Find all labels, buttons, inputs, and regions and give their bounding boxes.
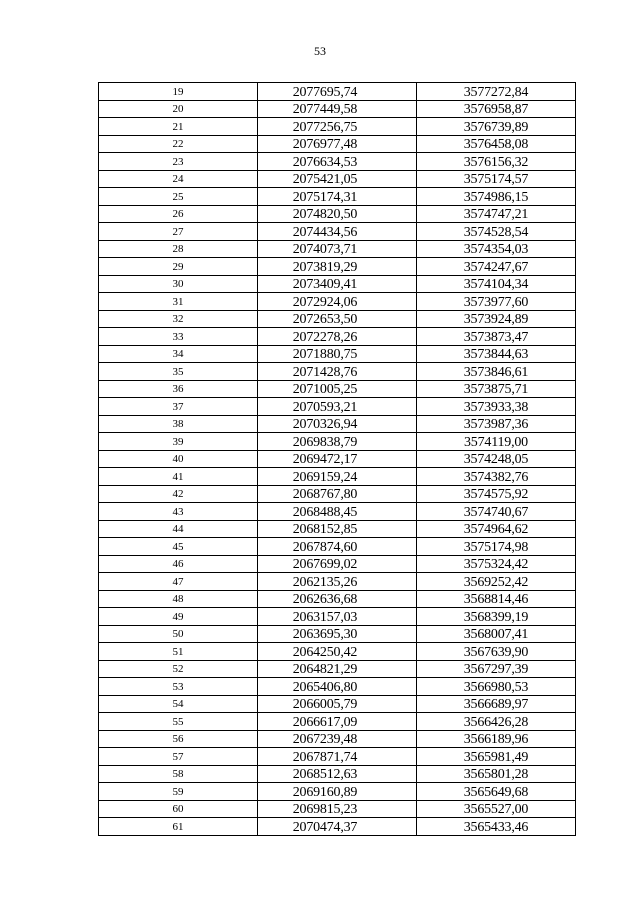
x-coordinate-value: 2077256,75 <box>292 119 358 135</box>
x-coordinate-cell <box>258 398 417 416</box>
y-coordinate-cell <box>417 590 576 608</box>
x-coordinate-cell <box>258 538 417 556</box>
x-coordinate-value: 2069159,24 <box>292 469 358 485</box>
x-coordinate-value: 2069838,79 <box>292 434 358 450</box>
y-coordinate-value: 3566689,97 <box>463 697 529 712</box>
y-coordinate-value: 3576156,32 <box>463 154 529 170</box>
x-coordinate-value: 2075174,31 <box>292 189 358 205</box>
point-number-cell: 49 <box>99 608 258 626</box>
y-coordinate-value: 3574964,62 <box>463 522 529 537</box>
x-coordinate-cell <box>258 328 417 346</box>
x-coordinate-cell <box>258 695 417 713</box>
table-row <box>99 555 576 573</box>
coordinates-table-body <box>99 83 576 836</box>
table-row <box>99 538 576 556</box>
x-coordinate-value: 2070474,37 <box>292 819 358 835</box>
point-number-cell: 29 <box>99 258 258 276</box>
table-row <box>99 205 576 223</box>
point-number-cell: 40 <box>99 450 258 468</box>
table-row <box>99 223 576 241</box>
point-number-cell: 28 <box>99 240 258 258</box>
x-coordinate-cell <box>258 258 417 276</box>
table-row <box>99 730 576 748</box>
y-coordinate-cell <box>417 170 576 188</box>
x-coordinate-cell <box>258 240 417 258</box>
y-coordinate-value: 3569252,42 <box>463 574 529 590</box>
x-coordinate-value: 2071880,75 <box>292 347 358 362</box>
point-number-cell: 60 <box>99 800 258 818</box>
table-row <box>99 660 576 678</box>
x-coordinate-cell <box>258 608 417 626</box>
point-number-cell: 46 <box>99 555 258 573</box>
x-coordinate-cell <box>258 223 417 241</box>
table-row <box>99 800 576 818</box>
y-coordinate-value: 3573924,89 <box>463 312 529 327</box>
table-row <box>99 153 576 171</box>
x-coordinate-value: 2076634,53 <box>292 154 358 170</box>
table-row <box>99 398 576 416</box>
point-number-cell: 30 <box>99 275 258 293</box>
y-coordinate-value: 3568814,46 <box>463 592 529 607</box>
y-coordinate-cell <box>417 83 576 101</box>
x-coordinate-value: 2067239,48 <box>292 732 358 747</box>
table-row <box>99 625 576 643</box>
point-number-cell: 25 <box>99 188 258 206</box>
x-coordinate-cell <box>258 783 417 801</box>
y-coordinate-cell <box>417 748 576 766</box>
table-row <box>99 485 576 503</box>
x-coordinate-cell <box>258 83 417 101</box>
point-number-cell: 56 <box>99 730 258 748</box>
x-coordinate-value: 2072924,06 <box>292 294 358 310</box>
table-row <box>99 520 576 538</box>
y-coordinate-cell <box>417 223 576 241</box>
y-coordinate-value: 3574986,15 <box>463 189 529 205</box>
table-row <box>99 450 576 468</box>
x-coordinate-cell <box>258 170 417 188</box>
y-coordinate-cell <box>417 118 576 136</box>
table-row <box>99 643 576 661</box>
x-coordinate-value: 2075421,05 <box>292 172 358 187</box>
table-row <box>99 240 576 258</box>
coordinates-table <box>98 82 576 836</box>
table-row <box>99 608 576 626</box>
y-coordinate-value: 3575174,57 <box>463 172 529 187</box>
point-number-cell: 42 <box>99 485 258 503</box>
point-number-cell: 55 <box>99 713 258 731</box>
x-coordinate-cell <box>258 748 417 766</box>
y-coordinate-value: 3573933,38 <box>463 399 529 415</box>
y-coordinate-value: 3565981,49 <box>463 749 529 765</box>
point-number-cell: 26 <box>99 205 258 223</box>
x-coordinate-cell <box>258 363 417 381</box>
y-coordinate-value: 3565527,00 <box>463 802 529 817</box>
x-coordinate-cell <box>258 450 417 468</box>
x-coordinate-value: 2077449,58 <box>292 102 358 117</box>
table-row <box>99 415 576 433</box>
x-coordinate-cell <box>258 643 417 661</box>
x-coordinate-cell <box>258 625 417 643</box>
point-number-cell: 20 <box>99 100 258 118</box>
table-row <box>99 83 576 101</box>
table-row <box>99 573 576 591</box>
y-coordinate-cell <box>417 275 576 293</box>
y-coordinate-value: 3576458,08 <box>463 137 529 152</box>
y-coordinate-value: 3566980,53 <box>463 679 529 695</box>
table-row <box>99 135 576 153</box>
point-number-cell: 54 <box>99 695 258 713</box>
y-coordinate-cell <box>417 538 576 556</box>
x-coordinate-value: 2063157,03 <box>292 609 358 625</box>
point-number-cell: 19 <box>99 83 258 101</box>
x-coordinate-value: 2065406,80 <box>292 679 358 695</box>
point-number-cell: 57 <box>99 748 258 766</box>
point-number-cell: 61 <box>99 818 258 836</box>
x-coordinate-cell <box>258 415 417 433</box>
point-number-cell: 27 <box>99 223 258 241</box>
table-row <box>99 380 576 398</box>
table-row <box>99 503 576 521</box>
table-row <box>99 100 576 118</box>
page-number: 53 <box>314 44 326 58</box>
table-row <box>99 258 576 276</box>
point-number-cell: 44 <box>99 520 258 538</box>
x-coordinate-cell <box>258 188 417 206</box>
x-coordinate-value: 2066005,79 <box>292 697 358 712</box>
y-coordinate-cell <box>417 678 576 696</box>
y-coordinate-cell <box>417 398 576 416</box>
point-number-cell: 23 <box>99 153 258 171</box>
y-coordinate-cell <box>417 765 576 783</box>
x-coordinate-value: 2062636,68 <box>292 592 358 607</box>
table-row <box>99 293 576 311</box>
x-coordinate-cell <box>258 800 417 818</box>
y-coordinate-value: 3573846,61 <box>463 364 529 380</box>
y-coordinate-cell <box>417 713 576 731</box>
y-coordinate-value: 3567639,90 <box>463 644 529 660</box>
table-row <box>99 695 576 713</box>
y-coordinate-cell <box>417 363 576 381</box>
x-coordinate-value: 2070593,21 <box>292 399 358 415</box>
x-coordinate-cell <box>258 468 417 486</box>
point-number-cell: 50 <box>99 625 258 643</box>
x-coordinate-cell <box>258 205 417 223</box>
point-number-cell: 59 <box>99 783 258 801</box>
table-row <box>99 188 576 206</box>
point-number-cell: 38 <box>99 415 258 433</box>
x-coordinate-value: 2077695,74 <box>292 84 358 100</box>
table-row <box>99 468 576 486</box>
y-coordinate-value: 3574575,92 <box>463 487 529 502</box>
point-number-cell: 34 <box>99 345 258 363</box>
y-coordinate-cell <box>417 660 576 678</box>
x-coordinate-value: 2068152,85 <box>292 522 358 537</box>
y-coordinate-cell <box>417 643 576 661</box>
y-coordinate-value: 3576958,87 <box>463 102 529 117</box>
y-coordinate-cell <box>417 100 576 118</box>
y-coordinate-value: 3573873,47 <box>463 329 529 345</box>
table-row <box>99 590 576 608</box>
y-coordinate-value: 3574247,67 <box>463 259 529 275</box>
y-coordinate-value: 3577272,84 <box>463 84 529 100</box>
x-coordinate-value: 2071005,25 <box>292 382 358 397</box>
table-row <box>99 275 576 293</box>
x-coordinate-cell <box>258 765 417 783</box>
y-coordinate-value: 3574382,76 <box>463 469 529 485</box>
x-coordinate-cell <box>258 678 417 696</box>
x-coordinate-cell <box>258 345 417 363</box>
y-coordinate-value: 3574104,34 <box>463 277 529 292</box>
x-coordinate-cell <box>258 275 417 293</box>
x-coordinate-cell <box>258 293 417 311</box>
y-coordinate-value: 3575174,98 <box>463 539 529 555</box>
point-number-cell: 41 <box>99 468 258 486</box>
x-coordinate-cell <box>258 520 417 538</box>
y-coordinate-value: 3574119,00 <box>464 434 528 450</box>
x-coordinate-cell <box>258 153 417 171</box>
point-number-cell: 48 <box>99 590 258 608</box>
table-row <box>99 345 576 363</box>
point-number-cell: 43 <box>99 503 258 521</box>
x-coordinate-cell <box>258 818 417 836</box>
point-number-cell: 47 <box>99 573 258 591</box>
point-number-cell: 33 <box>99 328 258 346</box>
x-coordinate-value: 2067871,74 <box>292 749 358 765</box>
x-coordinate-value: 2068512,63 <box>292 767 358 782</box>
y-coordinate-cell <box>417 188 576 206</box>
table-row <box>99 363 576 381</box>
point-number-cell: 51 <box>99 643 258 661</box>
y-coordinate-cell <box>417 573 576 591</box>
table-row <box>99 713 576 731</box>
y-coordinate-value: 3574354,03 <box>463 242 529 257</box>
x-coordinate-cell <box>258 433 417 451</box>
point-number-cell: 22 <box>99 135 258 153</box>
y-coordinate-cell <box>417 695 576 713</box>
y-coordinate-cell <box>417 783 576 801</box>
y-coordinate-value: 3576739,89 <box>463 119 529 135</box>
y-coordinate-value: 3575324,42 <box>463 557 529 572</box>
y-coordinate-cell <box>417 135 576 153</box>
table-row <box>99 783 576 801</box>
x-coordinate-cell <box>258 100 417 118</box>
point-number-cell: 36 <box>99 380 258 398</box>
y-coordinate-value: 3573875,71 <box>463 382 529 397</box>
point-number-cell: 24 <box>99 170 258 188</box>
x-coordinate-value: 2067699,02 <box>292 557 358 572</box>
point-number-cell: 31 <box>99 293 258 311</box>
table-row <box>99 118 576 136</box>
y-coordinate-cell <box>417 608 576 626</box>
x-coordinate-value: 2071428,76 <box>292 364 358 380</box>
x-coordinate-cell <box>258 555 417 573</box>
y-coordinate-cell <box>417 485 576 503</box>
table-row <box>99 170 576 188</box>
y-coordinate-cell <box>417 205 576 223</box>
y-coordinate-value: 3566189,96 <box>463 732 529 747</box>
y-coordinate-cell <box>417 328 576 346</box>
x-coordinate-cell <box>258 380 417 398</box>
point-number-cell: 21 <box>99 118 258 136</box>
x-coordinate-value: 2074434,56 <box>292 224 358 240</box>
x-coordinate-cell <box>258 573 417 591</box>
table-row <box>99 310 576 328</box>
y-coordinate-value: 3573977,60 <box>463 294 529 310</box>
table-row <box>99 433 576 451</box>
table-row <box>99 678 576 696</box>
x-coordinate-cell <box>258 660 417 678</box>
x-coordinate-value: 2069815,23 <box>292 802 358 817</box>
point-number-cell: 32 <box>99 310 258 328</box>
x-coordinate-value: 2074073,71 <box>292 242 358 257</box>
y-coordinate-cell <box>417 730 576 748</box>
y-coordinate-cell <box>417 310 576 328</box>
x-coordinate-value: 2073409,41 <box>292 277 358 292</box>
x-coordinate-value: 2076977,48 <box>292 137 358 152</box>
y-coordinate-value: 3573844,63 <box>463 347 529 362</box>
table-row <box>99 748 576 766</box>
x-coordinate-value: 2064250,42 <box>292 644 358 660</box>
y-coordinate-cell <box>417 625 576 643</box>
y-coordinate-cell <box>417 433 576 451</box>
point-number-cell: 39 <box>99 433 258 451</box>
x-coordinate-cell <box>258 310 417 328</box>
y-coordinate-value: 3567297,39 <box>463 662 529 677</box>
y-coordinate-cell <box>417 153 576 171</box>
y-coordinate-value: 3573987,36 <box>463 417 529 432</box>
y-coordinate-value: 3568007,41 <box>463 627 529 642</box>
x-coordinate-cell <box>258 118 417 136</box>
y-coordinate-value: 3565649,68 <box>463 784 529 800</box>
x-coordinate-value: 2068767,80 <box>292 487 358 502</box>
x-coordinate-cell <box>258 730 417 748</box>
point-number-cell: 58 <box>99 765 258 783</box>
y-coordinate-value: 3574528,54 <box>463 224 529 240</box>
x-coordinate-value: 2073819,29 <box>292 259 358 275</box>
x-coordinate-value: 2066617,09 <box>292 714 358 730</box>
x-coordinate-value: 2069472,17 <box>292 452 358 467</box>
table-row <box>99 765 576 783</box>
x-coordinate-cell <box>258 590 417 608</box>
x-coordinate-value: 2070326,94 <box>292 417 358 432</box>
x-coordinate-value: 2069160,89 <box>292 784 358 800</box>
y-coordinate-value: 3574740,67 <box>463 504 529 520</box>
y-coordinate-value: 3574747,21 <box>463 207 529 222</box>
x-coordinate-value: 2072653,50 <box>292 312 358 327</box>
y-coordinate-cell <box>417 240 576 258</box>
point-number-cell: 52 <box>99 660 258 678</box>
x-coordinate-value: 2074820,50 <box>292 207 358 222</box>
y-coordinate-cell <box>417 800 576 818</box>
y-coordinate-value: 3565433,46 <box>463 819 529 835</box>
y-coordinate-cell <box>417 345 576 363</box>
y-coordinate-cell <box>417 415 576 433</box>
point-number-cell: 35 <box>99 363 258 381</box>
x-coordinate-cell <box>258 713 417 731</box>
point-number-cell: 53 <box>99 678 258 696</box>
point-number-cell: 45 <box>99 538 258 556</box>
y-coordinate-cell <box>417 468 576 486</box>
x-coordinate-value: 2062135,26 <box>292 574 358 590</box>
y-coordinate-cell <box>417 503 576 521</box>
x-coordinate-cell <box>258 503 417 521</box>
y-coordinate-cell <box>417 555 576 573</box>
y-coordinate-cell <box>417 380 576 398</box>
y-coordinate-value: 3574248,05 <box>463 452 529 467</box>
x-coordinate-value: 2067874,60 <box>292 539 358 555</box>
y-coordinate-cell <box>417 293 576 311</box>
table-row <box>99 818 576 836</box>
x-coordinate-value: 2064821,29 <box>292 662 358 677</box>
x-coordinate-value: 2068488,45 <box>292 504 358 520</box>
y-coordinate-value: 3568399,19 <box>463 609 529 625</box>
x-coordinate-cell <box>258 485 417 503</box>
x-coordinate-value: 2063695,30 <box>292 627 358 642</box>
y-coordinate-value: 3566426,28 <box>463 714 529 730</box>
table-row <box>99 328 576 346</box>
x-coordinate-value: 2072278,26 <box>292 329 358 345</box>
y-coordinate-cell <box>417 258 576 276</box>
y-coordinate-value: 3565801,28 <box>463 767 529 782</box>
y-coordinate-cell <box>417 520 576 538</box>
point-number-cell: 37 <box>99 398 258 416</box>
x-coordinate-cell <box>258 135 417 153</box>
y-coordinate-cell <box>417 450 576 468</box>
y-coordinate-cell <box>417 818 576 836</box>
